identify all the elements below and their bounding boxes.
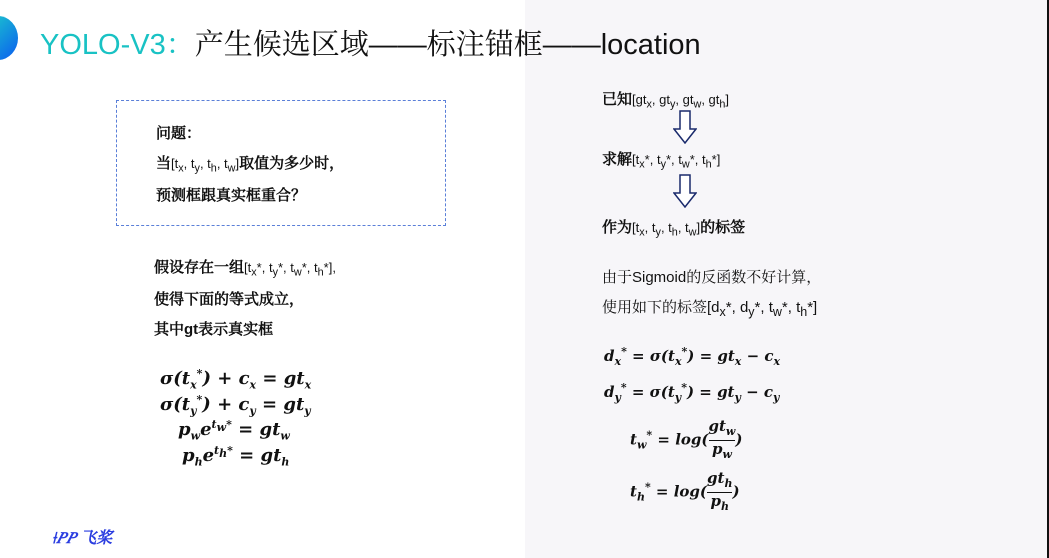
- down-arrow-icon: [673, 110, 697, 144]
- equation-dx: $d_x^* = \sigma(t_x^*) = gt_x - c_x$: [604, 345, 781, 368]
- known-line: 已知[$gt_x$, $gt_y$, $gt_w$, $gt_h$]: [602, 91, 730, 111]
- as-label-line: 作为[$t_x$, $t_y$, $t_h$, $t_w$]的标签: [602, 219, 746, 239]
- equation-h: $p_he^{t_h*} = gt_h$: [182, 444, 290, 469]
- equation-w: $p_we^{t_w*} = gt_w$: [178, 418, 290, 443]
- equation-tw: $t_w^* = \log$( $\frac{gt_w}{p_w}$ ): [630, 417, 743, 461]
- paddlepaddle-logo: ⟊𝑃𝑃 飞桨: [52, 530, 113, 547]
- slide-title: YOLO-V3：产生候选区域——标注锚框——location: [40, 29, 701, 61]
- assume-line-3: 其中gt表示真实框: [154, 321, 274, 338]
- note-line-1: 由于Sigmoid的反函数不好计算，: [602, 269, 822, 286]
- equation-y: $\sigma(t_y^*) + c_y = gt_y$: [160, 393, 311, 418]
- note-line-2: 使用如下的标签[$d_x*$, $d_y*$, $t_w*$, $t_h*$]: [602, 299, 818, 319]
- question-line-2: 预测框跟真实框重合？: [156, 187, 307, 204]
- question-line-1: 当[$t_x$, $t_y$, $t_h$, $t_w$]取值为多少时，: [156, 155, 345, 175]
- down-arrow-icon: [673, 174, 697, 208]
- assume-line-1: 假设存在一组[$t_x*$, $t_y*$, $t_w*$, $t_h*$],: [154, 259, 336, 279]
- title-bullet-icon: [0, 16, 18, 60]
- assume-line-2: 使得下面的等式成立，: [154, 291, 305, 308]
- question-label: 问题：: [156, 125, 202, 142]
- equation-dy: $d_y^* = \sigma(t_y^*) = gt_y - c_y$: [604, 381, 780, 404]
- equation-th: $t_h^* = \log$( $\frac{gt_h}{p_h}$ ): [630, 469, 740, 513]
- equation-x: $\sigma(t_x^*) + c_x = gt_x$: [160, 367, 312, 392]
- solve-line: 求解[$t_x*$, $t_y*$, $t_w*$, $t_h*$]: [602, 151, 721, 171]
